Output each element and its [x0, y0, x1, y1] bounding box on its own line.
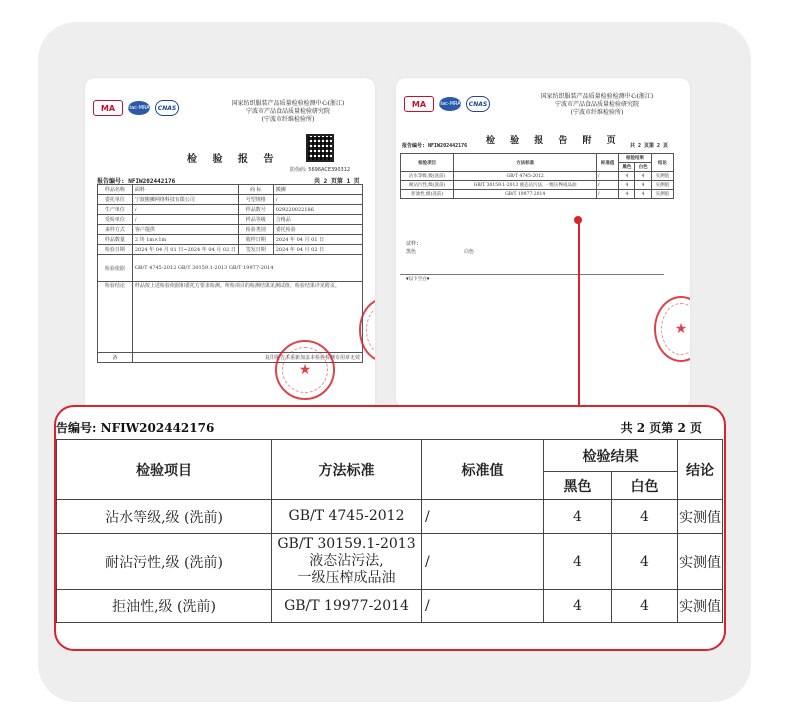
report-page-1: [85, 78, 375, 413]
cell-standard: /: [422, 534, 544, 590]
page-count: 共 2 页第 2 页: [630, 143, 669, 149]
cell-item: 拒油性,级 (洗前): [57, 590, 272, 623]
sample-color-white: 白色: [464, 249, 475, 255]
info-row: 检验日期 2024 年 04 月 01 日~2024 年 04 月 02 日 签发日期 2024 年 04 月 02 日: [98, 245, 363, 255]
cnas-logo: CNAS: [155, 100, 179, 116]
header-white: 白色: [612, 472, 678, 500]
report-number: 告编号: NFIW202442176: [56, 421, 215, 435]
highlight-dot-icon: [574, 216, 582, 224]
header-black: 黑色: [544, 472, 612, 500]
zoom-header: [56, 417, 724, 439]
result-row: [57, 534, 723, 590]
cnas-logo: CNAS: [466, 96, 490, 112]
info-row: 委托单位 宁波搬狮网络科技有限公司 号型规格 /: [98, 195, 363, 205]
cell-white: 4: [612, 590, 678, 623]
results-table: [56, 439, 723, 623]
cell-conclusion: 实测值: [678, 500, 723, 534]
header-conclusion: 结论: [678, 440, 723, 500]
appendix-row: 拒油性,级(洗前) GB/T 19977-2014 / 4 4 实测值: [401, 190, 674, 199]
report-page-2: [396, 78, 690, 408]
blank-note: ▼以下空白▼: [406, 277, 430, 282]
header-standard: 标准值: [422, 440, 544, 500]
sample-label: 试样:: [406, 241, 420, 247]
side-seal-stamp: ★: [654, 296, 690, 362]
institution-name: 国家纺织服装产品质量检验检测中心(浙江) 宁波市产品食品质量检验研究院 (宁波市纤维检验所): [231, 100, 345, 123]
ilac-logo: ilac-MRA: [439, 97, 461, 111]
info-row: 受检单位 / 样品等级 合格品: [98, 215, 363, 225]
appendix-title: 检 验 报 告 附 页: [486, 136, 622, 146]
report-number: 报告编号: NFIW202442176: [97, 178, 176, 185]
result-row: [57, 590, 723, 623]
result-row: [57, 500, 723, 534]
header-method: 方法标准: [272, 440, 422, 500]
page-count: 共 2 页第 1 页: [314, 178, 360, 185]
highlight-connector: [578, 220, 580, 405]
appendix-results-table: 检验项目 方法标准 标准值 检验结果 结论 黑色 白色 沾水等级,级(洗前) GB/T 4745-2012 / 4 4 实测值 耐沾污性,级(洗前) GB/T 30159.1-2013 液态沾污法, 一级压榨成品油 / 4 4 实测值 拒油性,级(洗前) GB/T 19977-2014 / 4 4 实测值: [400, 153, 674, 199]
page-count: 共 2 页第 2 页: [620, 421, 702, 435]
header-result: 检验结果: [544, 440, 678, 472]
official-seal-stamp: ★: [275, 340, 335, 400]
cell-black: 4: [544, 590, 612, 623]
report-number: 报告编号: NFIW202442176: [402, 143, 468, 149]
cell-method: GB/T 19977-2014: [272, 590, 422, 623]
appendix-row: 耐沾污性,级(洗前) GB/T 30159.1-2013 液态沾污法, 一级压榨成品油 / 4 4 实测值: [401, 181, 674, 190]
appendix-row: 沾水等级,级(洗前) GB/T 4745-2012 / 4 4 实测值: [401, 172, 674, 181]
report-title: 检 验 报 告: [187, 154, 280, 165]
cell-white: 4: [612, 534, 678, 590]
cell-method: GB/T 30159.1-2013 液态沾污法, 一级压榨成品油: [272, 534, 422, 590]
cell-conclusion: 实测值: [678, 590, 723, 623]
report-info-table: 样品名称 面料 商 标 搬狮 委托单位 宁波搬狮网络科技有限公司 号型规格 / 生产单位 / 样品数号 029220022186 受检单位 / 样品等级 合格品 来样方式 客户提供 检验类别 委托检验 样品数量 2 块 1m×1m 收样日期 2024 年 04 月 01 日 检验日期 2024 年 04 月 01 日~2024 年 04 月 02 日 签发日期 2024 年 04 月 02 日 检验依据 GB/T 4745-2012 GB/T 30159.1-2013 GB/T 19977-2014 检验结论 样品按上述检验依据和委托方要求检测。所检项目的检测结果见测试值。检验结果详见附页。 备 复印报告未重新加盖本检验检测专用章无效: [97, 184, 363, 363]
header-item: 检验项目: [57, 440, 272, 500]
cell-black: 4: [544, 534, 612, 590]
ma-logo: MA: [404, 96, 434, 112]
info-row: 样品名称 面料 商 标 搬狮: [98, 185, 363, 195]
cell-item: 耐沾污性,级 (洗前): [57, 534, 272, 590]
certification-logos: [404, 96, 490, 112]
institution-name: 国家纺织服装产品质量检验检测中心(浙江) 宁波市产品食品质量检验研究院 (宁波市纤维检验所): [540, 93, 654, 116]
verify-code: 防伪码: 5696ACE390312: [290, 167, 351, 173]
cell-black: 4: [544, 500, 612, 534]
qr-code-icon: [306, 134, 334, 162]
cell-standard: /: [422, 500, 544, 534]
zoomed-results-panel: [54, 405, 726, 651]
info-row: 来样方式 客户提供 检验类别 委托检验: [98, 225, 363, 235]
cell-standard: /: [422, 590, 544, 623]
cell-method: GB/T 4745-2012: [272, 500, 422, 534]
divider: [400, 274, 664, 275]
ma-logo: MA: [93, 100, 123, 116]
info-row: 生产单位 / 样品数号 029220022186: [98, 205, 363, 215]
info-row: 样品数量 2 块 1m×1m 收样日期 2024 年 04 月 01 日: [98, 235, 363, 245]
cell-item: 沾水等级,级 (洗前): [57, 500, 272, 534]
ilac-logo: ilac-MRA: [128, 101, 150, 115]
cell-conclusion: 实测值: [678, 534, 723, 590]
certification-logos: [93, 100, 179, 116]
sample-color-black: 黑色: [406, 249, 417, 255]
cell-white: 4: [612, 500, 678, 534]
